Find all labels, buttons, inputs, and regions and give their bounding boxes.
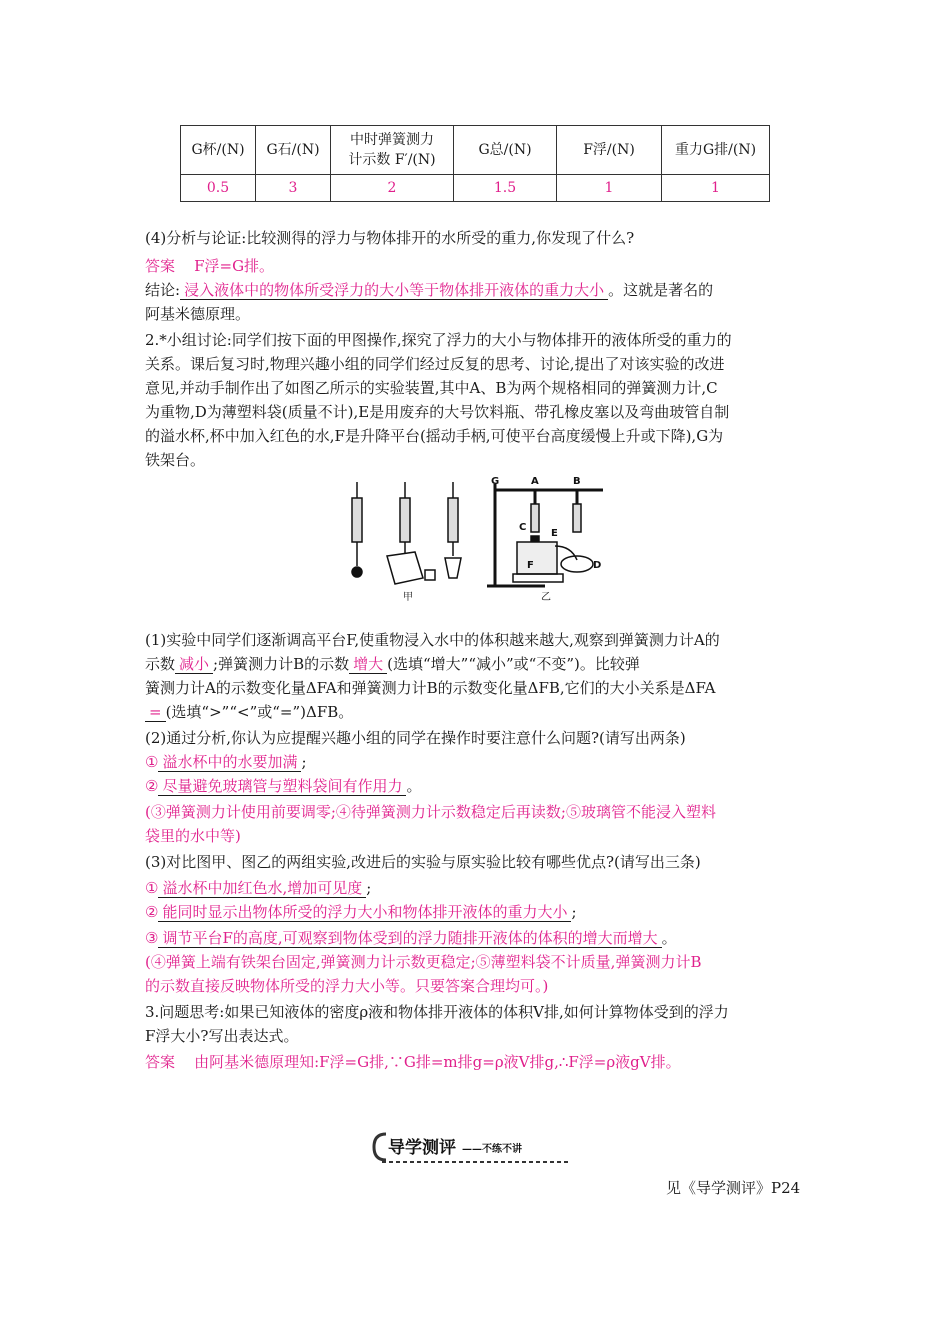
table-cell: 3 bbox=[256, 175, 331, 202]
fig-label-yi: 乙 bbox=[541, 592, 551, 603]
p3-item-1 bbox=[145, 876, 371, 900]
q2-line: 意见,并动手制作出了如图乙所示的实验装置,其中A、B为两个规格相同的弹簧测力计,C bbox=[145, 379, 718, 397]
fig-label-jia: 甲 bbox=[403, 592, 413, 603]
table-cell: 0.5 bbox=[181, 175, 256, 202]
figure-yi-parts bbox=[513, 504, 593, 582]
p2-extra-2: 袋里的水中等) bbox=[145, 827, 241, 845]
table-header-row bbox=[181, 126, 770, 175]
fig-label-A: A bbox=[531, 476, 539, 487]
fig-label-D: D bbox=[593, 560, 602, 571]
figure-jia bbox=[352, 482, 461, 584]
answer-text: 由阿基米德原理知:F浮=G排,∵G排=m排g=ρ液V排g,∴F浮=ρ液gV排。 bbox=[194, 1053, 681, 1071]
conclusion-prefix: 结论: bbox=[145, 281, 181, 299]
table-cell: 1 bbox=[662, 175, 770, 202]
p2-item-1 bbox=[145, 750, 307, 774]
answer-text: F浮=G排。 bbox=[194, 257, 275, 275]
item-answer: 尽量避免玻璃管与塑料袋间有作用力 bbox=[158, 777, 406, 796]
p1-text: ;弹簧测力计B的示数 bbox=[213, 655, 350, 673]
table-header-line: 计示数 F′/(N) bbox=[348, 152, 436, 168]
p3-item-3 bbox=[145, 926, 677, 950]
p3-extra-2: 的示数直接反映物体所受的浮力大小等。只要答案合理均可。) bbox=[145, 977, 549, 995]
item-answer: 溢水杯中的水要加满 bbox=[158, 753, 301, 772]
banner-title: 导学测评 bbox=[388, 1138, 456, 1158]
q4-answer bbox=[145, 254, 274, 278]
conclusion-blank: 浸入液体中的物体所受浮力的大小等于物体排开液体的重力大小 bbox=[180, 281, 608, 300]
answer-label: 答案 bbox=[145, 1053, 176, 1071]
p3-question: (3)对比图甲、图乙的两组实验,改进后的实验与原实验比较有哪些优点?(请写出三条) bbox=[145, 853, 701, 871]
table-header-cell bbox=[331, 126, 454, 175]
item-end: ; bbox=[366, 879, 372, 897]
item-end: 。 bbox=[661, 929, 677, 947]
p1-line2 bbox=[145, 652, 640, 676]
footer-reference: 见《导学测评》P24 bbox=[666, 1179, 801, 1197]
fig-label-G: G bbox=[491, 476, 500, 487]
p1-line3: 簧测力计A的示数变化量ΔFA和弹簧测力计B的示数变化量ΔFB,它们的大小关系是ΔFA bbox=[145, 679, 716, 697]
item-end: ; bbox=[301, 753, 307, 771]
p1-line4 bbox=[145, 700, 353, 724]
p3-extra-1: (④弹簧上端有铁架台固定,弹簧测力计示数更稳定;⑤薄塑料袋不计质量,弹簧测力计B bbox=[145, 953, 702, 971]
table-cell: 1.5 bbox=[454, 175, 557, 202]
p1-line1: (1)实验中同学们逐渐调高平台F,使重物浸入水中的体积越来越大,观察到弹簧测力计A的 bbox=[145, 631, 720, 649]
item-end: ; bbox=[571, 903, 577, 921]
banner-subtitle: ——不练不讲 bbox=[462, 1144, 522, 1155]
q4-conclusion bbox=[145, 278, 713, 302]
q3-answer bbox=[145, 1050, 681, 1074]
p1-text: (选填“增大”“减小”或“不变”)。比较弹 bbox=[387, 655, 640, 673]
answer-label: 答案 bbox=[145, 257, 176, 275]
p1-blank-1: 减小 bbox=[175, 655, 213, 674]
item-number: ② bbox=[145, 903, 159, 921]
q4-question: (4)分析与论证:比较测得的浮力与物体排开的水所受的重力,你发现了什么? bbox=[145, 229, 635, 247]
table-header-line: 中时弹簧测力 bbox=[350, 132, 434, 148]
data-table bbox=[180, 125, 770, 202]
item-number: ① bbox=[145, 753, 159, 771]
q2-line: 铁架台。 bbox=[145, 451, 206, 469]
p1-blank-3: = bbox=[145, 703, 166, 722]
fig-label-F: F bbox=[527, 560, 534, 571]
table-cell: 1 bbox=[557, 175, 662, 202]
p2-extra-1: (③弹簧测力计使用前要调零;④待弹簧测力计示数稳定后再读数;⑤玻璃管不能浸入塑料 bbox=[145, 803, 716, 821]
q3-line2: F浮大小?写出表达式。 bbox=[145, 1027, 299, 1045]
item-end: 。 bbox=[406, 777, 422, 795]
table-header-cell: 重力G排/(N) bbox=[662, 126, 770, 175]
item-answer: 溢水杯中加红色水,增加可见度 bbox=[158, 879, 366, 898]
table-header-cell: G总/(N) bbox=[454, 126, 557, 175]
fig-label-E: E bbox=[551, 528, 558, 539]
q2-line: 的溢水杯,杯中加入红色的水,F是升降平台(摇动手柄,可使平台高度缓慢上升或下降),G为 bbox=[145, 427, 724, 445]
p2-question: (2)通过分析,你认为应提醒兴趣小组的同学在操作时要注意什么问题?(请写出两条) bbox=[145, 729, 686, 747]
section-banner bbox=[372, 1128, 572, 1166]
fig-label-C: C bbox=[519, 522, 527, 533]
p1-blank-2: 增大 bbox=[349, 655, 387, 674]
table-header-cell: G杯/(N) bbox=[181, 126, 256, 175]
q2-line: 2.*小组讨论:同学们按下面的甲图操作,探究了浮力的大小与物体排开的液体所受的重力的 bbox=[145, 331, 732, 349]
p2-item-2 bbox=[145, 774, 421, 798]
item-number: ② bbox=[145, 777, 159, 795]
table-cell: 2 bbox=[331, 175, 454, 202]
apparatus-figure bbox=[345, 474, 615, 604]
table-header-cell: F浮/(N) bbox=[557, 126, 662, 175]
table-header-cell: G石/(N) bbox=[256, 126, 331, 175]
fig-label-B: B bbox=[573, 476, 581, 487]
item-number: ① bbox=[145, 879, 159, 897]
item-number: ③ bbox=[145, 929, 159, 947]
conclusion-suffix: 。这就是著名的 bbox=[608, 281, 714, 299]
item-answer: 能同时显示出物体所受的浮力大小和物体排开液体的重力大小 bbox=[158, 903, 571, 922]
item-answer: 调节平台F的高度,可观察到物体受到的浮力随排开液体的体积的增大而增大 bbox=[158, 929, 661, 948]
q2-line: 为重物,D为薄塑料袋(质量不计),E是用废弃的大号饮料瓶、带孔橡皮塞以及弯曲玻管自制 bbox=[145, 403, 730, 421]
q2-line: 关系。课后复习时,物理兴趣小组的同学们经过反复的思考、讨论,提出了对该实验的改进 bbox=[145, 355, 725, 373]
table-row bbox=[181, 175, 770, 202]
p1-text: 示数 bbox=[145, 655, 176, 673]
p3-item-2 bbox=[145, 900, 577, 924]
q3-line1: 3.问题思考:如果已知液体的密度ρ液和物体排开液体的体积V排,如何计算物体受到的浮力 bbox=[145, 1003, 729, 1021]
q4-conclusion-line2: 阿基米德原理。 bbox=[145, 305, 251, 323]
p1-text: (选填“>”“<”或“=”)ΔFB。 bbox=[165, 703, 354, 721]
